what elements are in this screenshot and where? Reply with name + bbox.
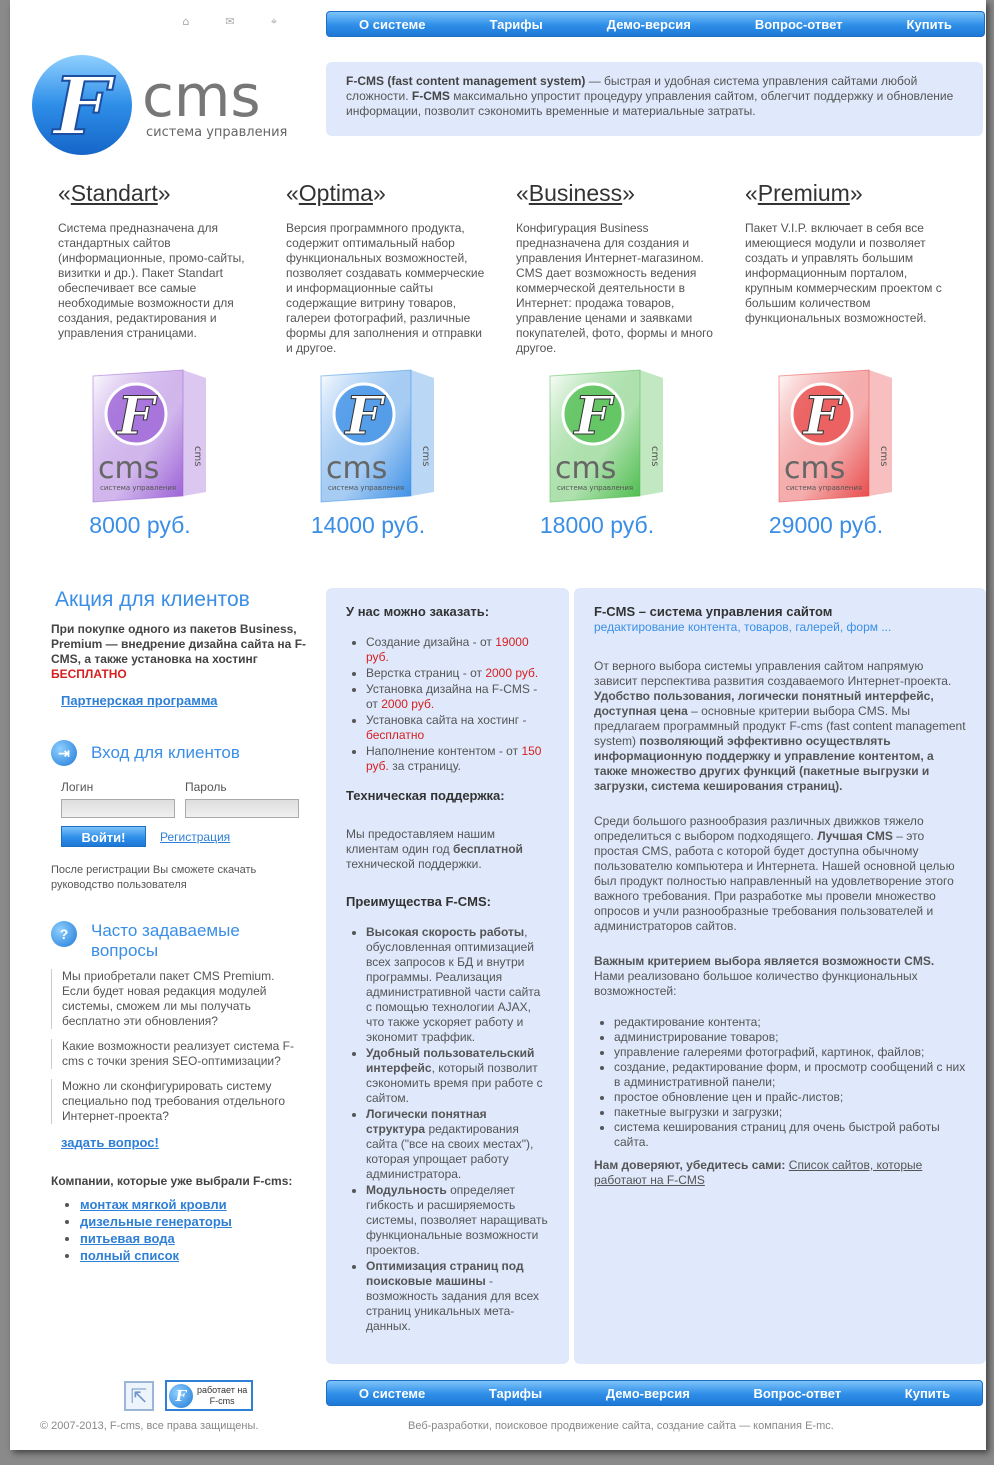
home-icon[interactable]: ⌂ bbox=[182, 15, 190, 28]
package-title[interactable]: «Business» bbox=[516, 180, 635, 206]
package-description: Пакет V.I.P. включает в себя все имеющиеся модули и позволяет создать и управлять большим информационным порталом, крупным коммерческим проектом с большим количеством функциональных возможностей. bbox=[745, 221, 942, 325]
package-title[interactable]: «Optima» bbox=[286, 180, 386, 206]
svg-text:cms: cms bbox=[142, 62, 261, 130]
package-business bbox=[516, 180, 721, 356]
list-item: • администрирование товаров; bbox=[614, 1030, 966, 1045]
svg-text:cms: cms bbox=[555, 451, 617, 486]
package-standart bbox=[58, 180, 263, 341]
nav-demo[interactable]: Демо-версия bbox=[605, 1385, 690, 1401]
companies-list bbox=[50, 1197, 310, 1263]
product-box-business bbox=[545, 368, 665, 508]
fcms-badge-icon: F bbox=[169, 1384, 193, 1408]
support-title: Техническая поддержка: bbox=[346, 788, 505, 803]
login-button[interactable]: Войти! bbox=[61, 826, 146, 847]
list-item: • Установка дизайна на F-CMS - от 2000 руб. bbox=[366, 682, 549, 712]
list-item bbox=[80, 1248, 310, 1263]
nav-faq[interactable]: Вопрос-ответ bbox=[753, 1385, 842, 1401]
companies-title: Компании, которые уже выбрали F-cms: bbox=[51, 1174, 293, 1188]
package-description: Конфигурация Business предназначена для создания и управления Интернет-магазином. CMS дает возможность ведения коммерческой деятельности в Интернет: продажа товаров, управление ценами и заявками покупателей, фото, формы и много другое. bbox=[516, 221, 713, 355]
partner-program-link[interactable]: Партнерская программа bbox=[61, 693, 218, 708]
svg-text:F: F bbox=[117, 386, 155, 447]
svg-text:система управления: система управления bbox=[557, 484, 634, 492]
nav-about[interactable]: О системе bbox=[359, 16, 426, 32]
price-business: 18000 руб. bbox=[539, 512, 655, 538]
about-paragraph: Среди большого разнообразия различных движков тяжело определиться с выбором подходящего. Лучшая CMS – это простая CMS, работа с которой будет доступна обычному пользователю компьютера и Интернета. Нашей основной целью был продукт полностью направленный на удовлетворение этого важного требования. При разработке мы провели множество опросов и учли разнообразные требования пользователей и администраторов сайтов. bbox=[594, 814, 955, 933]
copyright: © 2007-2013, F-cms, все права защищены. bbox=[40, 1420, 259, 1432]
list-item: • Наполнение контентом - от 150 руб. за страницу. bbox=[366, 744, 549, 774]
page bbox=[10, 0, 986, 1450]
trust-text: Нам доверяют, убедитесь сами: Список сайтов, которые работают на F-CMS bbox=[594, 1158, 923, 1187]
support-text: Мы предоставляем нашим клиентам один год бесплатной технической поддержки. bbox=[346, 827, 523, 871]
faq-question[interactable]: Мы приобретали пакет CMS Premium. Если будет новая редакция модулей системы, сможем ли мы получать бесплатно эти обновления? bbox=[51, 969, 301, 1029]
package-premium bbox=[745, 180, 950, 326]
login-label: Логин bbox=[61, 780, 94, 794]
list-item: • Модульность определяет гибкость и расширяемость системы, позволяет наращивать функциональные возможности проектов. bbox=[366, 1183, 549, 1258]
faq-title: Часто задаваемые вопросы bbox=[91, 921, 240, 960]
badge-line2: F-cms bbox=[209, 1395, 235, 1406]
about-subtitle: редактирование контента, товаров, галерей, форм ... bbox=[594, 620, 892, 634]
svg-text:F: F bbox=[574, 386, 612, 447]
svg-text:cms: cms bbox=[192, 446, 203, 467]
svg-text:система управления: система управления bbox=[146, 125, 288, 140]
svg-text:система управления: система управления bbox=[100, 484, 177, 492]
password-input[interactable] bbox=[185, 799, 299, 818]
company-link[interactable]: питьевая вода bbox=[80, 1231, 175, 1246]
list-item: • простое обновление цен и прайс-листов; bbox=[614, 1090, 966, 1105]
list-item: • пакетные выгрузки и загрузки; bbox=[614, 1105, 966, 1120]
list-item bbox=[80, 1214, 310, 1229]
nav-demo[interactable]: Демо-версия bbox=[606, 16, 691, 32]
top-icons bbox=[180, 16, 280, 28]
nav-about[interactable]: О системе bbox=[358, 1385, 426, 1401]
login-input[interactable] bbox=[61, 799, 175, 818]
list-item: • Удобный пользовательский интерфейс, который позволит сэкономить время при работе с сайтом. bbox=[366, 1046, 549, 1106]
arrow-up-icon[interactable]: ⇱ bbox=[124, 1381, 154, 1411]
svg-text:cms: cms bbox=[784, 451, 846, 486]
promo-title: Акция для клиентов bbox=[55, 588, 250, 611]
services-column bbox=[326, 588, 569, 1364]
company-link[interactable]: монтаж мягкой кровли bbox=[80, 1197, 227, 1212]
list-item: • система кеширования страниц для очень быстрой работы сайта. bbox=[614, 1120, 966, 1150]
price-optima: 14000 руб. bbox=[310, 512, 426, 538]
svg-text:система управления: система управления bbox=[786, 484, 863, 492]
intro-box: F-CMS (fast content management system) — быстрая и удобная система управления сайтами любой сложности. F-CMS максимально упростит процедуру управления сайтом, облегчит поддержку и обновление информации, позволит сэкономить временные и материальные затраты. bbox=[326, 62, 983, 136]
faq-question[interactable]: Можно ли сконфигурировать систему специально под требования отдельного Интернет-проекта? bbox=[51, 1079, 301, 1124]
svg-text:cms: cms bbox=[649, 446, 660, 467]
badge-line1: работает на bbox=[197, 1384, 248, 1395]
login-icon: ⇥ bbox=[51, 740, 77, 766]
sitemap-icon[interactable]: ⌖ bbox=[270, 15, 278, 28]
svg-text:cms: cms bbox=[98, 451, 160, 486]
advantages-list bbox=[366, 925, 549, 1334]
svg-text:cms: cms bbox=[420, 446, 431, 467]
list-item bbox=[80, 1231, 310, 1246]
svg-text:система управления: система управления bbox=[328, 484, 405, 492]
fcms-logo[interactable] bbox=[32, 54, 312, 156]
product-box-standart bbox=[88, 368, 208, 508]
login-title: Вход для клиентов bbox=[91, 743, 240, 762]
product-box-optima bbox=[316, 368, 436, 508]
register-link[interactable]: Регистрация bbox=[160, 829, 231, 844]
sites-list-link[interactable]: Список сайтов, которые работают на F-CMS bbox=[594, 1158, 923, 1187]
about-column bbox=[574, 588, 986, 1364]
order-title: У нас можно заказать: bbox=[346, 604, 490, 619]
login-note: После регистрации Вы сможете скачать руководство пользователя bbox=[51, 864, 257, 891]
package-description: Система предназначена для стандартных сайтов (информационные, промо-сайты, визитки и др.). Пакет Standart обеспечивает все самые необходимые возможности для создания, редактирования и управления страницами. bbox=[58, 221, 245, 340]
password-label: Пароль bbox=[185, 780, 227, 794]
list-item bbox=[80, 1197, 310, 1212]
order-list bbox=[366, 635, 549, 774]
package-title[interactable]: «Standart» bbox=[58, 180, 171, 206]
company-link[interactable]: полный список bbox=[80, 1248, 180, 1263]
about-title: F-CMS – система управления сайтом bbox=[594, 604, 833, 619]
list-item: • Создание дизайна - от 19000 руб. bbox=[366, 635, 549, 665]
mail-icon[interactable]: ✉ bbox=[225, 15, 235, 28]
nav-buy[interactable]: Купить bbox=[904, 1385, 951, 1401]
svg-text:cms: cms bbox=[878, 446, 889, 467]
price-standart: 8000 руб. bbox=[89, 512, 191, 538]
package-title[interactable]: «Premium» bbox=[745, 180, 863, 206]
nav-tariffs[interactable]: Тарифы bbox=[488, 1385, 543, 1401]
promo-text: При покупке одного из пакетов Business, Premium — внедрение дизайна сайта на F-CMS, а также установка на хостинг БЕСПЛАТНО bbox=[51, 622, 307, 681]
footer-credits[interactable]: Веб-разработки, поисковое продвижение сайта, создание сайта — компания E-mc. bbox=[408, 1420, 834, 1432]
powered-by-badge[interactable] bbox=[165, 1380, 253, 1411]
ask-question-link[interactable]: задать вопрос! bbox=[61, 1135, 159, 1150]
list-item: • управление галереями фотографий, картинок, файлов; bbox=[614, 1045, 966, 1060]
advantages-title: Преимущества F-CMS: bbox=[346, 894, 491, 909]
nav-faq[interactable]: Вопрос-ответ bbox=[754, 16, 843, 32]
list-item: • создание, редактирование форм, и просмотр сообщений с них в административной панели; bbox=[614, 1060, 966, 1090]
list-item: • редактирование контента; bbox=[614, 1015, 966, 1030]
about-paragraph: Важным критерием выбора является возможности CMS. Нами реализовано большое количество функциональных возможностей: bbox=[594, 954, 935, 998]
price-premium: 29000 руб. bbox=[768, 512, 884, 538]
list-item: • Верстка страниц - от 2000 руб. bbox=[366, 666, 549, 681]
nav-tariffs[interactable]: Тарифы bbox=[489, 16, 543, 32]
product-box-premium bbox=[774, 368, 894, 508]
svg-text:F: F bbox=[803, 386, 841, 447]
package-description: Версия программного продукта, содержит оптимальный набор функциональных возможностей, позволяет создавать коммерческие и информационные сайты содержащие витрину товаров, галереи фотографий, различные формы для заполнения и отправки и другое. bbox=[286, 221, 485, 355]
nav-buy[interactable]: Купить bbox=[906, 16, 952, 32]
svg-text:cms: cms bbox=[326, 451, 388, 486]
list-item: • Установка сайта на хостинг - бесплатно bbox=[366, 713, 549, 743]
faq-question[interactable]: Какие возможности реализует система F-cms с точки зрения SEO-оптимизации? bbox=[51, 1039, 301, 1069]
svg-text:F: F bbox=[53, 59, 111, 153]
faq-icon: ? bbox=[51, 921, 77, 947]
package-optima bbox=[286, 180, 491, 356]
about-paragraph: От верного выбора системы управления сайтом напрямую зависит перспектива развития создаваемого Интернет-проекта. Удобство пользования, логически понятный интерфейс, доступная цена – основные критерии выбора CMS. Мы предлагаем программный продукт F-cms (fast content management system) позволяющий эффективно осуществлять информационную поддержку и управление контентом, а также множество других функций (пакетные выгрузки и загрузки, система кеширования страниц). bbox=[594, 659, 966, 793]
svg-text:F: F bbox=[345, 386, 383, 447]
list-item: • Высокая скорость работы, обусловленная оптимизацией всех запросов к БД и внутри программы. Реализация административной части сайта с помощью технологии AJAX, что также ускоряет работу и экономит траффик. bbox=[366, 925, 549, 1045]
features-list bbox=[614, 1015, 966, 1150]
list-item: • Оптимизация страниц под поисковые машины - возможность задания для всех страниц уникальных мета-данных. bbox=[366, 1259, 549, 1334]
top-navigation bbox=[326, 11, 985, 37]
left-column bbox=[40, 588, 310, 1265]
bottom-navigation bbox=[326, 1380, 983, 1406]
list-item: • Логически понятная структура редактирования сайта ("все на своих местах"), которая упрощает работу администратора. bbox=[366, 1107, 549, 1182]
company-link[interactable]: дизельные генераторы bbox=[80, 1214, 232, 1229]
